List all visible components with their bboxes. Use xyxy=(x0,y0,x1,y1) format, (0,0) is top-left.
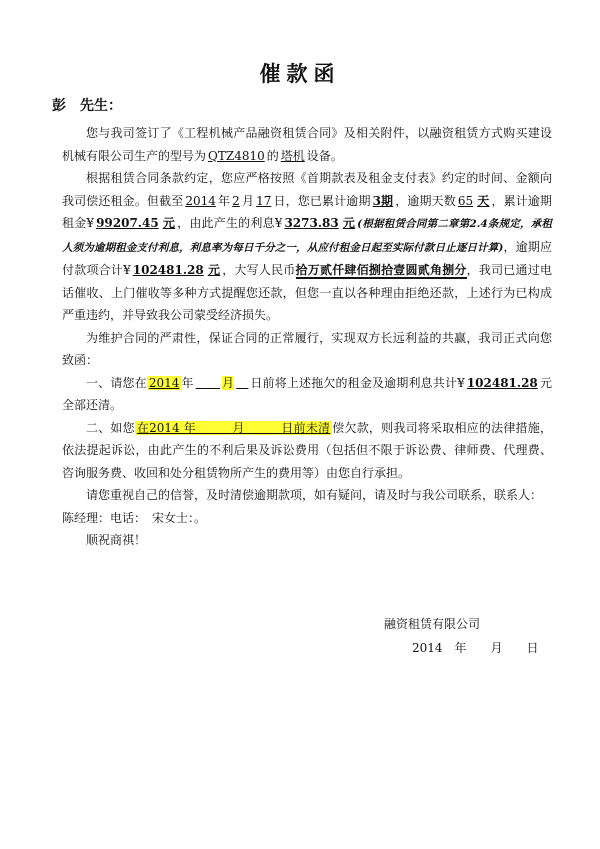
days-label: 天 xyxy=(477,193,490,208)
p2-text-g: ，我司已通过电话催收、上门催收等多种方式提醒您还款，但您一直以各种理由拒绝还款，上述行为已构成严重违约，并导致我公司蒙受经济损失。 xyxy=(62,263,552,322)
overdue-periods: 3期 xyxy=(372,193,394,208)
paragraph-contract xyxy=(62,122,552,167)
p1-text-a: 您与我司签订了《工程机械产品融资租赁合同》及相关附件，以融资租赁方式购买建设机械有限公司生产的型号为 xyxy=(62,126,552,163)
total-amount-words: 拾万贰仟肆佰捌拾壹圆贰角捌分 xyxy=(295,263,467,277)
day-label: 日，您已累计逾期 xyxy=(273,193,371,208)
month-label: 月 xyxy=(241,193,255,208)
paragraph-notice: 为维护合同的严肃性，保证合同的正常履行，实现双方长远利益的共赢，我司正式向您致函： xyxy=(62,330,552,367)
p2-text-a: 根据租赁合同条款约定，您应严格按照《首期款表及租金支付表》约定的时间、金额向我司偿还租金。但截至 xyxy=(62,171,552,208)
interest-note: (根据租赁合同第二章第2.4条规定，承租人须为逾期租金支付利息，利息率为每日千分之一，从应付租金日起至实际付款日止逐日计算) xyxy=(62,218,552,254)
overdue-rent-amount: 99207.45 xyxy=(96,216,159,230)
interest-amount: 3273.83 xyxy=(284,216,339,230)
yuan-label-2: 元 xyxy=(342,216,356,230)
p1-text-b: 的 xyxy=(266,148,279,163)
cutoff-year: 2014 xyxy=(185,193,216,208)
demand-yuan-label: 元 xyxy=(539,375,552,390)
demand-total-amount: 102481.28 xyxy=(466,375,538,390)
deadline-month-label: 月 xyxy=(222,375,235,390)
company-name: 融资租赁有限公司 xyxy=(384,617,481,631)
salutation: 彭 先生： xyxy=(52,98,122,114)
p2-text-f: ，大写人民币 xyxy=(222,263,296,277)
paragraph-demand-1 xyxy=(62,372,552,417)
year-label: 年 xyxy=(217,193,231,208)
paragraph-contact: 请您重视自己的信誉，及时清偿逾期款项，如有疑问，请及时与我公司联系，联系人： xyxy=(86,488,543,502)
model-number: QTZ4810 xyxy=(208,148,265,163)
p2-text-e: ，逾期应付款项合计¥ xyxy=(62,239,552,277)
total-amount: 102481.28 xyxy=(132,263,204,277)
overdue-days: 65 xyxy=(457,193,474,208)
deadline-year-label: 年 xyxy=(181,375,194,390)
letter-body xyxy=(62,122,552,552)
p2-text-d: ，由此产生的利息¥ xyxy=(177,216,283,230)
paragraph-demand-2 xyxy=(62,417,552,485)
deadline-month-blank xyxy=(194,376,222,390)
yuan-label-1: 元 xyxy=(162,216,176,230)
contact-persons: 陈经理：电话： 宋女士：。 xyxy=(62,510,207,525)
p4-text-b: 日前将上述拖欠的租金及逾期利息共计¥ xyxy=(250,375,465,390)
closing-greeting: 顺祝商祺！ xyxy=(86,533,147,547)
cutoff-month: 2 xyxy=(232,193,240,208)
equipment-type: 塔机 xyxy=(280,148,305,163)
p1-text-c: 设备。 xyxy=(306,148,343,163)
highlighted-deadline: 在2014 年 月 日前未清 xyxy=(136,420,331,435)
p4-text-c: 全部还清。 xyxy=(62,398,123,412)
p2-text-b: ，逾期天数 xyxy=(395,193,456,208)
deadline-day-blank xyxy=(234,376,250,390)
signature-block xyxy=(384,612,539,660)
page-title: 催款函 xyxy=(259,62,341,86)
p5-text-b: 偿欠款，则我司将采取相应的法律措施，依法提起诉讼，由此产生的不利后果及诉讼费用（包括但不限于诉讼费、律师费、代理费、咨询服务费、收回和处分租赁物所产生的费用等）由您自行承担。 xyxy=(62,420,552,480)
p4-text-a: 一、请您在 xyxy=(86,375,147,390)
yuan-label-3: 元 xyxy=(207,263,221,277)
deadline-year: 2014 xyxy=(148,375,180,390)
paragraph-overdue xyxy=(62,167,552,327)
signature-date: 2014 年 月 日 xyxy=(412,641,539,655)
cutoff-day: 17 xyxy=(256,193,272,208)
p2-text-c: ，累计逾期租金¥ xyxy=(62,193,552,230)
p5-text-a: 二、如您 xyxy=(86,420,135,435)
